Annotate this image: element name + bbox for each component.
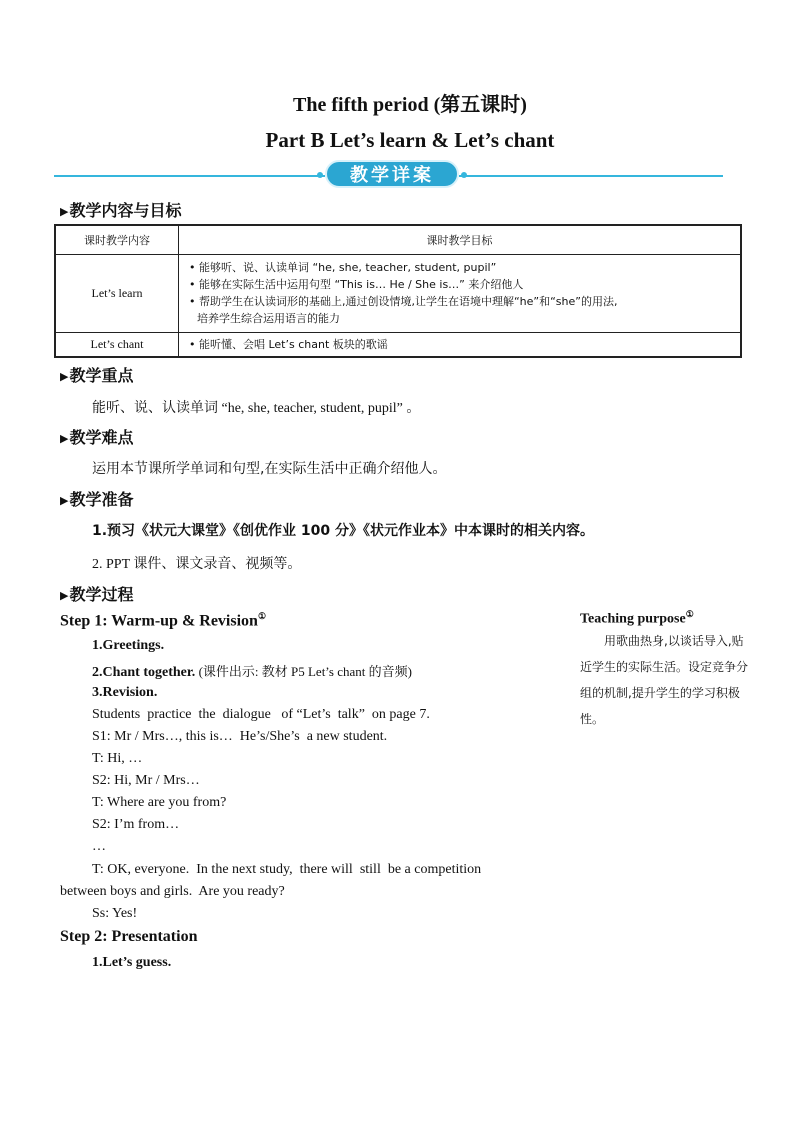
goal-item: • 能够听、说、认读单词 “he, she, teacher, student, pupil”	[189, 261, 497, 274]
section-banner: 教学详案	[325, 160, 459, 188]
triangle-marker-icon: ▶	[60, 205, 69, 218]
preparation-item-1: 1.预习《状元大课堂》《创优作业 100 分》《状元作业本》中本课时的相关内容。	[92, 523, 595, 539]
step-1-title: Step 1: Warm-up & Revision①	[60, 611, 267, 630]
triangle-marker-icon: ▶	[60, 370, 69, 383]
step-1-line: S2: I’m from…	[92, 817, 180, 832]
goal-item: • 能听懂、会唱 Let’s chant 板块的歌谣	[189, 337, 388, 351]
key-points-heading: ▶教学重点	[60, 366, 134, 385]
banner-rule-left	[54, 175, 325, 177]
goal-item: 培养学生综合运用语言的能力	[197, 312, 340, 325]
step-2-item-1: 1.Let’s guess.	[92, 955, 172, 970]
table-cell-goals	[179, 332, 742, 357]
goals-table-header	[55, 225, 741, 254]
lesson-subtitle: Part B Let’s learn & Let’s chant	[265, 128, 555, 152]
goal-item: • 能够在实际生活中运用句型 “This is… He / She is…” 来介绍他人	[189, 278, 524, 291]
step-1-line: T: OK, everyone. In the next study, there will still be a competition	[92, 862, 482, 877]
preparation-item-2: 2. PPT 课件、课文录音、视频等。	[92, 557, 302, 572]
step-1-line: 3.Revision.	[92, 685, 158, 700]
step-1-line: T: Hi, …	[92, 751, 143, 766]
difficulties-text: 运用本节课所学单词和句型,在实际生活中正确介绍他人。	[92, 461, 447, 477]
banner-rule-right	[459, 175, 723, 177]
table-row	[55, 254, 741, 332]
triangle-marker-icon: ▶	[60, 589, 69, 602]
banner-dot-left	[317, 172, 323, 178]
table-cell-content: Let’s learn	[55, 254, 179, 332]
step-1-line: Ss: Yes!	[92, 906, 138, 921]
banner-dot-right	[461, 172, 467, 178]
step-1-line: …	[92, 839, 106, 854]
content-goals-heading: ▶教学内容与目标	[60, 201, 182, 220]
table-cell-goals	[179, 254, 742, 332]
step-1-line: S2: Hi, Mr / Mrs…	[92, 773, 200, 788]
goals-table	[54, 224, 742, 358]
step-1-line: Students practice the dialogue of “Let’s talk” on page 7.	[92, 707, 430, 722]
table-header-goals: 课时教学目标	[179, 225, 742, 254]
triangle-marker-icon: ▶	[60, 432, 69, 445]
teaching-purpose-title: Teaching purpose①	[580, 609, 694, 627]
preparation-heading: ▶教学准备	[60, 490, 134, 509]
footnote-mark: ①	[685, 609, 694, 619]
lesson-title: The fifth period (第五课时)	[293, 94, 527, 116]
step-1-line: between boys and girls. Are you ready?	[60, 884, 285, 899]
step-1-line: T: Where are you from?	[92, 795, 227, 810]
step-1-line: S1: Mr / Mrs…, this is… He’s/She’s a new student.	[92, 729, 388, 744]
key-points-text: 能听、说、认读单词 “he, she, teacher, student, pupil” 。	[92, 401, 421, 416]
step-1-line: 1.Greetings.	[92, 638, 165, 653]
process-heading: ▶教学过程	[60, 585, 134, 604]
table-row	[55, 332, 741, 357]
table-header-content: 课时教学内容	[55, 225, 179, 254]
step-1-line: 2.Chant together. (课件出示: 教材 P5 Let’s chant 的音频)	[92, 664, 412, 680]
triangle-marker-icon: ▶	[60, 494, 69, 507]
goal-item: • 帮助学生在认读词形的基础上,通过创设情境,让学生在语境中理解“he”和“she”的用法,	[189, 295, 618, 308]
teaching-purpose-text: 用歌曲热身,以谈话导入,贴近学生的实际生活。设定竞争分组的机制,提升学生的学习积极性。	[580, 634, 749, 726]
difficulties-heading: ▶教学难点	[60, 428, 134, 447]
step-2-title: Step 2: Presentation	[60, 928, 198, 945]
table-cell-content: Let’s chant	[55, 332, 179, 357]
footnote-mark: ①	[257, 611, 267, 621]
